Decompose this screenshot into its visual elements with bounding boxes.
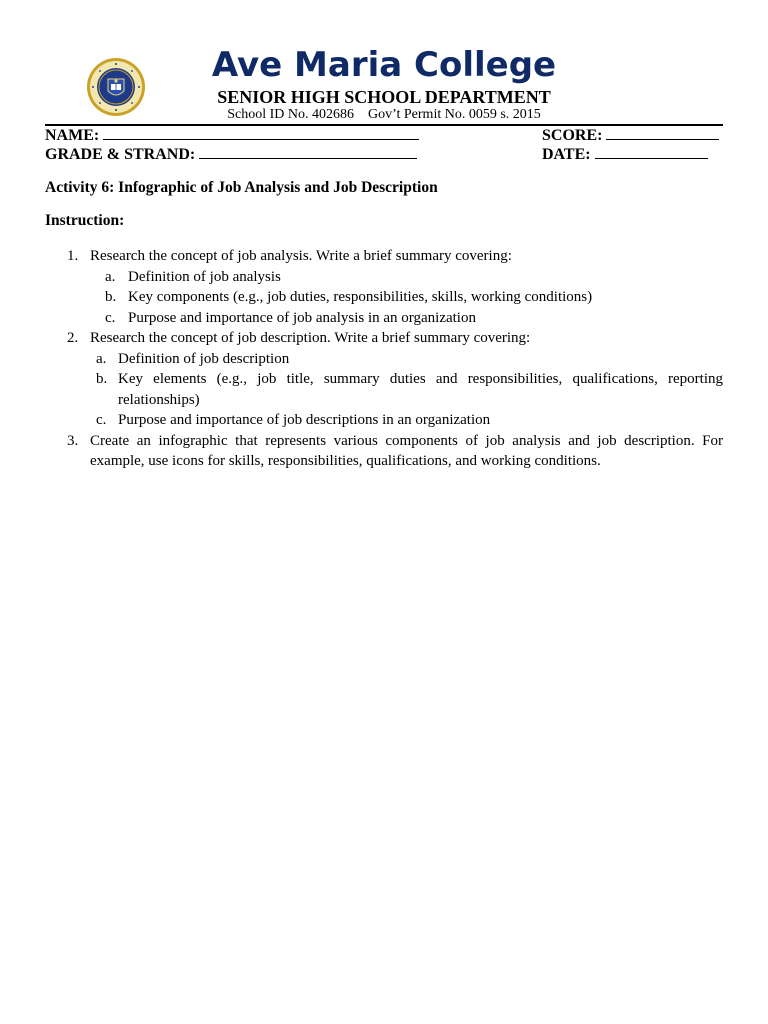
sub-item <box>90 410 723 431</box>
sub-item-letter: a. <box>96 350 107 367</box>
department-title: SENIOR HIGH SCHOOL DEPARTMENT <box>217 87 551 107</box>
sub-item <box>90 287 723 308</box>
sub-item <box>90 349 723 370</box>
grade-strand-label: GRADE & STRAND: <box>45 146 196 163</box>
sub-item-letter: b. <box>96 371 108 387</box>
item-number: 1. <box>67 248 79 264</box>
sub-item <box>90 267 723 288</box>
instruction-list <box>45 246 723 472</box>
government-permit: Gov’t Permit No. 0059 s. 2015 <box>367 107 541 122</box>
score-label: SCORE: <box>542 127 603 144</box>
grade-strand-field[interactable] <box>45 144 417 164</box>
activity-title: Activity 6: Infographic of Job Analysis and Job Description <box>45 179 438 196</box>
sub-item <box>90 308 723 329</box>
sub-item-letter: b. <box>105 289 117 305</box>
date-field[interactable] <box>542 144 708 164</box>
sub-item-text: Purpose and importance of job descriptions in an organization <box>118 412 491 428</box>
sub-item-text: Key components (e.g., job duties, responsibilities, skills, working conditions) <box>128 289 593 305</box>
sub-item-text: Key elements (e.g., job title, summary duties and responsibilities, qualifications, reporting relationships) <box>118 371 723 408</box>
instruction-label: Instruction: <box>45 212 125 229</box>
college-seal-icon <box>86 57 146 117</box>
list-item <box>45 328 723 431</box>
sub-item <box>90 369 723 410</box>
grade-strand-blank[interactable] <box>199 144 417 159</box>
school-identifiers <box>200 106 568 124</box>
sub-item-letter: c. <box>105 309 116 326</box>
school-id: School ID No. 402686 <box>227 107 354 122</box>
college-name: Ave Maria College <box>211 45 557 85</box>
item-text: Create an infographic that represents various components of job analysis and job description. For example, use icons for skills, responsibilities, qualifications, and working conditions. <box>90 432 723 469</box>
item-number: 2. <box>67 330 79 346</box>
sub-item-text: Definition of job analysis <box>128 268 281 285</box>
list-item <box>45 246 723 328</box>
date-label: DATE: <box>542 146 591 163</box>
item-text: Research the concept of job analysis. Write a brief summary covering: <box>90 248 512 264</box>
name-label: NAME: <box>45 127 100 144</box>
score-field[interactable] <box>542 125 719 145</box>
name-blank[interactable] <box>103 125 419 140</box>
sub-item-text: Definition of job description <box>118 350 290 367</box>
sub-item-letter: a. <box>105 268 116 285</box>
item-text: Research the concept of job description. Write a brief summary covering: <box>90 330 531 346</box>
sub-item-text: Purpose and importance of job analysis in an organization <box>128 309 476 326</box>
date-blank[interactable] <box>595 144 708 159</box>
sub-item-letter: c. <box>96 412 107 428</box>
item-number: 3. <box>67 432 79 449</box>
score-blank[interactable] <box>606 125 719 140</box>
list-item <box>45 431 723 472</box>
name-field[interactable] <box>45 125 419 145</box>
